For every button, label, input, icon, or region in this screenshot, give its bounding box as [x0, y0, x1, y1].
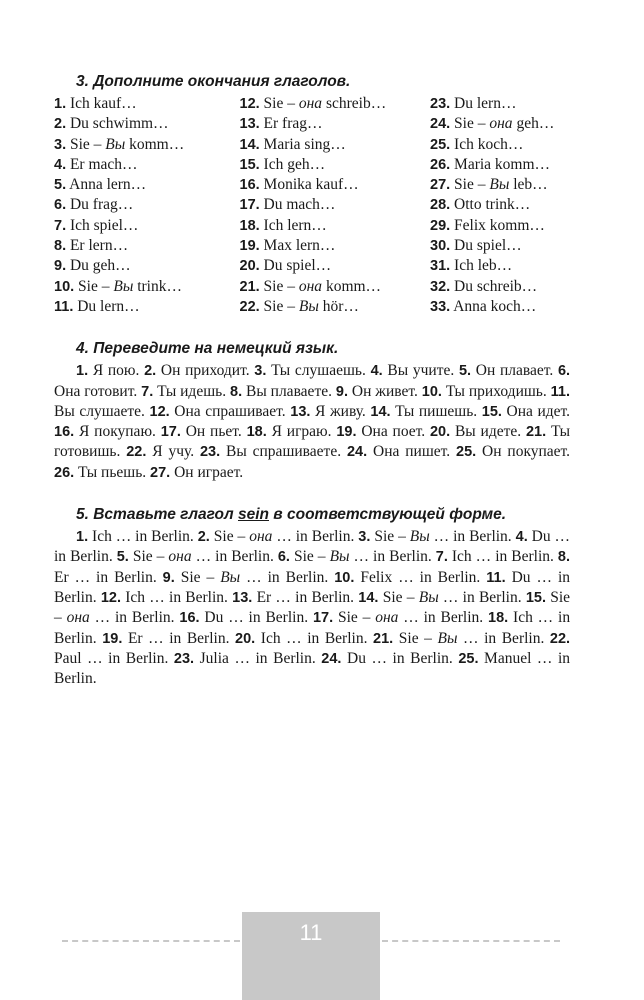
- item-number: 7.: [54, 217, 67, 234]
- item-text: Он играет.: [174, 463, 244, 481]
- item-number: 18.: [246, 424, 267, 441]
- item-number: 13.: [290, 403, 311, 420]
- item-text-end: … in Berlin.: [429, 528, 512, 546]
- item-text: Max lern…: [263, 237, 336, 255]
- exercise-3-item: [430, 94, 570, 114]
- item-text-end: … in Berlin.: [457, 629, 545, 647]
- item-text: Felix komm…: [454, 216, 545, 234]
- item-text: Er … in Berlin.: [127, 629, 230, 647]
- item-text: Sie –: [382, 588, 419, 606]
- exercise-4-sentence: [247, 423, 332, 440]
- item-pronoun: Вы: [298, 297, 319, 315]
- exercise-5-sentence: [313, 609, 483, 626]
- exercise-5-sentence: [278, 548, 432, 565]
- item-text-end: … in Berlin.: [398, 609, 484, 627]
- exercise-3-item: [430, 236, 570, 256]
- item-number: 25.: [456, 444, 477, 461]
- item-text: Julia … in Berlin.: [199, 649, 316, 667]
- item-number: 20.: [235, 630, 256, 647]
- exercise-5-text: [54, 527, 570, 689]
- exercise-4-sentence: [230, 383, 332, 400]
- item-text: Sie –: [69, 135, 106, 153]
- exercise-4-sentence: [482, 403, 570, 420]
- page-number-box: [242, 912, 380, 1000]
- item-text-end: trink…: [133, 277, 182, 295]
- item-pronoun: она: [298, 277, 323, 295]
- item-text: Он пьет.: [185, 423, 242, 441]
- exercise-3-item: [240, 155, 415, 175]
- exercise-5: [54, 505, 570, 689]
- item-number: 5.: [54, 177, 67, 194]
- exercise-3-title: 3. Дополните окончания глаголов.: [76, 73, 351, 90]
- item-number: 19.: [239, 238, 260, 255]
- item-text: Ich … in Berlin.: [54, 609, 571, 647]
- exercise-5-sentence: [321, 650, 452, 667]
- item-text: Он приходит.: [160, 362, 250, 380]
- exercise-5-sentence: [232, 589, 354, 606]
- item-text: Sie –: [454, 115, 490, 133]
- item-number: 25.: [458, 650, 479, 667]
- item-text: Вы слушаете.: [54, 402, 145, 420]
- item-number: 2.: [144, 363, 157, 380]
- item-text: Она пишет.: [373, 443, 451, 461]
- item-text: Sie –: [132, 548, 169, 566]
- exercise-5-title-start: 5. Вставьте глагол: [76, 506, 238, 524]
- item-number: 6.: [277, 549, 290, 566]
- item-pronoun: Вы: [105, 135, 126, 153]
- item-text-end: … in Berlin.: [191, 548, 274, 566]
- item-number: 3.: [254, 363, 267, 380]
- item-pronoun: она: [298, 95, 323, 112]
- exercise-3-item: [54, 135, 224, 155]
- item-text: Maria sing…: [263, 135, 346, 153]
- exercise-5-sentence: [76, 528, 194, 545]
- item-text: Du spiel…: [263, 257, 332, 275]
- item-text: Paul … in Berlin.: [54, 649, 169, 667]
- page-number: 11: [299, 920, 323, 945]
- exercise-3-item: [54, 297, 224, 317]
- item-number: 15.: [239, 156, 260, 173]
- item-number: 14.: [358, 589, 379, 606]
- item-text-end: hör…: [318, 297, 359, 315]
- item-text: Du schwimm…: [69, 115, 169, 133]
- item-text: Du lern…: [77, 297, 140, 315]
- exercise-5-sentence: [373, 630, 544, 647]
- exercise-3-item: [54, 94, 224, 114]
- exercise-3-columns: [54, 94, 570, 317]
- item-text: Du … in Berlin.: [54, 528, 571, 566]
- item-text: Sie –: [180, 568, 221, 586]
- item-text-end: komm…: [322, 277, 382, 295]
- exercise-5-sentence: [117, 548, 274, 565]
- item-text: Вы спрашиваете.: [226, 443, 342, 461]
- item-text: Er … in Berlin.: [256, 588, 355, 606]
- exercise-4-sentence: [290, 403, 366, 420]
- item-number: 12.: [100, 589, 122, 606]
- item-number: 17.: [160, 424, 181, 441]
- item-pronoun: она: [489, 115, 513, 133]
- item-number: 25.: [430, 136, 451, 153]
- item-text-end: schreib…: [322, 95, 387, 112]
- exercise-3-item: [430, 135, 570, 155]
- item-number: 21.: [373, 630, 394, 647]
- exercise-5-sentence: [334, 569, 480, 586]
- item-text: Вы идете.: [454, 423, 522, 441]
- item-text: Du geh…: [69, 257, 131, 275]
- item-text: Ты идешь.: [157, 382, 227, 400]
- item-text-end: komm…: [125, 135, 185, 153]
- item-text: Du spiel…: [454, 237, 522, 255]
- exercise-3-item: [240, 277, 415, 297]
- exercise-3-item: [240, 135, 415, 155]
- exercise-4-sentence: [54, 423, 156, 440]
- item-text: Я живу.: [315, 402, 366, 420]
- exercise-4-sentence: [54, 464, 146, 481]
- item-number: 17.: [312, 610, 334, 627]
- exercise-4-sentence: [336, 383, 418, 400]
- item-pronoun: Вы: [329, 548, 350, 566]
- item-text: Вы учите.: [387, 362, 455, 380]
- item-number: 11.: [550, 383, 571, 400]
- exercise-4-sentence: [150, 403, 286, 420]
- item-number: 4.: [515, 529, 528, 546]
- item-number: 9.: [335, 383, 348, 400]
- item-number: 13.: [232, 589, 253, 606]
- item-pronoun: Вы: [489, 176, 510, 194]
- exercise-5-sentence: [174, 650, 316, 667]
- item-number: 10.: [421, 383, 442, 400]
- exercise-4-sentence: [336, 423, 425, 440]
- item-text: Sie –: [78, 277, 114, 295]
- exercise-3-item: [54, 256, 224, 276]
- item-number: 4.: [370, 363, 383, 380]
- item-number: 6.: [557, 363, 571, 380]
- item-text: Sie –: [213, 528, 250, 546]
- item-text: Я играю.: [271, 423, 332, 441]
- item-text: Anna lern…: [69, 176, 147, 194]
- item-text: Sie –: [293, 548, 330, 566]
- item-text: Он покупает.: [482, 443, 571, 461]
- exercise-4-sentence: [456, 443, 570, 460]
- item-number: 14.: [370, 403, 391, 420]
- item-number: 15.: [481, 403, 502, 420]
- item-number: 26.: [430, 156, 451, 173]
- item-text: Du schreib…: [454, 277, 538, 295]
- item-text: Sie –: [374, 528, 410, 546]
- item-text-end: … in Berlin.: [272, 528, 355, 546]
- item-text: Er mach…: [69, 155, 138, 173]
- item-text-end: geh…: [512, 115, 555, 133]
- exercise-3-item: [430, 114, 570, 134]
- item-number: 18.: [488, 610, 509, 627]
- item-text: Вы плаваете.: [246, 382, 332, 400]
- footer-dashed-line-left: [62, 940, 240, 942]
- item-number: 33.: [430, 298, 451, 315]
- exercise-4-text: [54, 361, 570, 483]
- item-pronoun: Вы: [409, 528, 430, 546]
- item-number: 27.: [430, 177, 451, 194]
- item-text: Ты готовишь.: [54, 423, 571, 461]
- item-number: 30.: [430, 238, 451, 255]
- item-number: 5.: [458, 363, 472, 380]
- item-text-end: … in Berlin.: [240, 568, 329, 586]
- exercise-5-sentence: [101, 589, 228, 606]
- exercise-3: [54, 72, 570, 317]
- item-text: Monika kauf…: [263, 176, 359, 194]
- item-text: Ты приходишь.: [445, 382, 547, 400]
- exercise-3-item: [54, 155, 224, 175]
- item-text: Он плавает.: [475, 362, 554, 380]
- item-text: Ich … in Berlin.: [125, 588, 228, 606]
- item-number: 23.: [430, 96, 451, 112]
- item-text: Manuel … in Berlin.: [54, 649, 571, 688]
- item-number: 10.: [54, 278, 75, 295]
- exercise-4-sentence: [371, 362, 455, 379]
- item-text: Du … in Berlin.: [54, 568, 571, 606]
- item-number: 7.: [141, 383, 154, 400]
- item-text: Felix … in Berlin.: [360, 568, 481, 586]
- exercise-4-sentence: [430, 423, 521, 440]
- item-text: Ich leb…: [454, 257, 513, 275]
- item-number: 23.: [199, 444, 221, 461]
- exercise-5-sentence: [102, 630, 229, 647]
- item-number: 21.: [239, 278, 260, 295]
- item-text: Ich … in Berlin.: [451, 548, 554, 566]
- item-number: 17.: [239, 197, 260, 214]
- item-pronoun: Вы: [418, 588, 439, 606]
- item-text-end: … in Berlin.: [89, 609, 175, 627]
- item-number: 10.: [334, 569, 355, 586]
- item-number: 11.: [54, 298, 74, 315]
- item-number: 13.: [239, 116, 260, 133]
- item-text: Du lern…: [454, 95, 517, 112]
- exercise-4-sentence: [144, 362, 249, 379]
- item-number: 16.: [54, 424, 75, 441]
- item-text: Она поет.: [361, 423, 426, 441]
- exercise-3-item: [430, 256, 570, 276]
- exercise-3-item: [430, 175, 570, 195]
- item-text: Sie –: [337, 609, 376, 627]
- exercise-4-sentence: [422, 383, 547, 400]
- exercise-4: [54, 339, 570, 483]
- item-text: Ich … in Berlin.: [260, 629, 368, 647]
- exercise-3-item: [240, 216, 415, 236]
- item-text: Sie –: [263, 297, 299, 315]
- exercise-3-item: [430, 297, 570, 317]
- item-number: 28.: [430, 197, 451, 214]
- exercise-5-sentence: [198, 528, 355, 545]
- exercise-3-item: [54, 216, 224, 236]
- item-pronoun: Вы: [220, 568, 241, 586]
- exercise-3-column-1: [54, 94, 224, 317]
- exercise-3-item: [430, 195, 570, 215]
- item-number: 14.: [239, 136, 260, 153]
- exercise-3-item: [240, 297, 415, 317]
- item-number: 26.: [54, 464, 75, 481]
- exercise-3-item: [54, 114, 224, 134]
- item-pronoun: она: [249, 528, 273, 546]
- exercise-3-item: [54, 277, 224, 297]
- item-text: Maria komm…: [454, 155, 551, 173]
- exercise-3-item: [54, 236, 224, 256]
- item-pronoun: Вы: [113, 277, 134, 295]
- item-text: Ich spiel…: [69, 216, 139, 234]
- item-text: Ich lern…: [263, 216, 327, 234]
- item-text-end: leb…: [509, 176, 548, 194]
- item-text: Du frag…: [69, 196, 134, 214]
- exercise-4-sentence: [459, 362, 553, 379]
- item-number: 6.: [54, 197, 67, 214]
- exercise-3-item: [240, 236, 415, 256]
- exercise-3-column-2: [240, 94, 415, 317]
- item-text: Я покупаю.: [79, 423, 156, 441]
- item-number: 3.: [358, 529, 371, 546]
- item-text: Я учу.: [152, 443, 195, 461]
- exercise-3-item: [240, 175, 415, 195]
- item-number: 32.: [430, 278, 451, 295]
- item-number: 8.: [230, 383, 243, 400]
- exercise-5-sentence: [358, 528, 511, 545]
- exercise-3-item: [240, 114, 415, 134]
- item-text: Я пою.: [92, 362, 140, 380]
- item-text: Она спрашивает.: [174, 402, 286, 420]
- exercise-3-item: [54, 175, 224, 195]
- item-number: 19.: [336, 424, 357, 441]
- exercise-4-sentence: [76, 362, 139, 379]
- item-text: Anna koch…: [453, 297, 537, 315]
- item-text: Sie –: [263, 277, 299, 295]
- item-text: Ты пьешь.: [78, 463, 147, 481]
- item-number: 15.: [525, 589, 546, 606]
- exercise-5-title-end: в соответствующей форме.: [269, 506, 507, 524]
- item-number: 29.: [430, 217, 451, 234]
- item-text: Она готовит.: [54, 382, 138, 400]
- item-number: 1.: [76, 363, 89, 380]
- item-text: Он живет.: [351, 382, 418, 400]
- exercise-5-sentence: [235, 630, 367, 647]
- item-text: Ich kauf…: [69, 95, 137, 112]
- item-text: Ты слушаешь.: [271, 362, 366, 380]
- item-number: 2.: [54, 116, 67, 133]
- item-number: 24.: [430, 116, 451, 133]
- item-number: 22.: [239, 298, 260, 315]
- item-text: Er frag…: [263, 115, 323, 133]
- exercise-4-sentence: [370, 403, 477, 420]
- item-number: 11.: [486, 569, 506, 586]
- item-text: Sie –: [54, 588, 571, 627]
- item-pronoun: она: [375, 609, 399, 627]
- item-number: 23.: [173, 650, 195, 667]
- item-number: 16.: [179, 610, 200, 627]
- item-number: 24.: [321, 650, 342, 667]
- exercise-4-sentence: [347, 443, 450, 460]
- item-pronoun: она: [66, 609, 90, 627]
- item-number: 3.: [54, 136, 67, 153]
- item-number: 19.: [102, 630, 123, 647]
- item-number: 1.: [76, 529, 89, 546]
- exercise-4-title: 4. Переведите на немецкий язык.: [76, 340, 339, 358]
- exercise-5-sentence: [358, 589, 521, 606]
- exercise-3-item: [240, 256, 415, 276]
- exercise-3-column-3: [430, 94, 570, 317]
- item-number: 5.: [116, 549, 129, 566]
- item-pronoun: она: [168, 548, 192, 566]
- item-text: Она идет.: [506, 402, 571, 420]
- item-number: 22.: [549, 630, 571, 647]
- exercise-4-sentence: [161, 423, 242, 440]
- item-number: 8.: [557, 549, 570, 566]
- item-text: Ты пишешь.: [395, 402, 478, 420]
- exercise-4-sentence: [126, 443, 194, 460]
- item-number: 20.: [429, 424, 451, 441]
- exercise-3-item: [240, 195, 415, 215]
- item-text: Ich … in Berlin.: [92, 528, 194, 546]
- exercise-5-title: [76, 505, 570, 525]
- item-text: Du … in Berlin.: [204, 609, 309, 627]
- item-text: Du … in Berlin.: [347, 649, 453, 667]
- item-text: Ich geh…: [263, 155, 326, 173]
- exercise-3-item: [54, 195, 224, 215]
- item-number: 21.: [525, 424, 547, 441]
- item-text: Sie –: [398, 629, 438, 647]
- exercise-5-sentence: [436, 548, 554, 565]
- item-number: 20.: [239, 258, 260, 275]
- item-text: Er … in Berlin.: [54, 568, 157, 586]
- item-number: 31.: [430, 258, 451, 275]
- item-number: 9.: [162, 569, 175, 586]
- exercise-4-sentence: [200, 443, 341, 460]
- item-number: 16.: [239, 177, 260, 194]
- item-pronoun: Вы: [437, 629, 458, 647]
- page-content: [54, 72, 570, 689]
- item-number: 22.: [126, 444, 147, 461]
- item-number: 27.: [150, 464, 171, 481]
- exercise-4-sentence: [141, 383, 226, 400]
- item-number: 12.: [149, 403, 170, 420]
- item-number: 8.: [54, 238, 67, 255]
- exercise-5-title-verb: sein: [237, 506, 269, 524]
- item-number: 2.: [197, 529, 210, 546]
- exercise-5-sentence: [179, 609, 308, 626]
- exercise-5-sentence: [163, 569, 329, 586]
- footer-dashed-line-right: [382, 940, 560, 942]
- item-text: Du mach…: [263, 196, 336, 214]
- item-text: Sie –: [263, 95, 299, 112]
- item-number: 1.: [54, 96, 67, 112]
- exercise-3-item: [430, 216, 570, 236]
- item-text: Er lern…: [69, 237, 129, 255]
- item-text: Ich koch…: [454, 135, 524, 153]
- exercise-3-item: [430, 155, 570, 175]
- item-number: 4.: [54, 156, 67, 173]
- exercise-4-sentence: [254, 362, 366, 379]
- item-number: 24.: [346, 444, 368, 461]
- item-text: Otto trink…: [454, 196, 531, 214]
- exercise-3-item: [240, 94, 415, 114]
- item-number: 9.: [54, 258, 67, 275]
- exercise-4-sentence: [150, 464, 243, 481]
- item-text-end: … in Berlin.: [438, 588, 522, 606]
- item-number: 7.: [435, 549, 448, 566]
- exercise-3-item: [430, 277, 570, 297]
- item-text-end: … in Berlin.: [349, 548, 432, 566]
- item-text: Sie –: [454, 176, 490, 194]
- item-number: 18.: [239, 217, 260, 234]
- item-number: 12.: [239, 96, 260, 112]
